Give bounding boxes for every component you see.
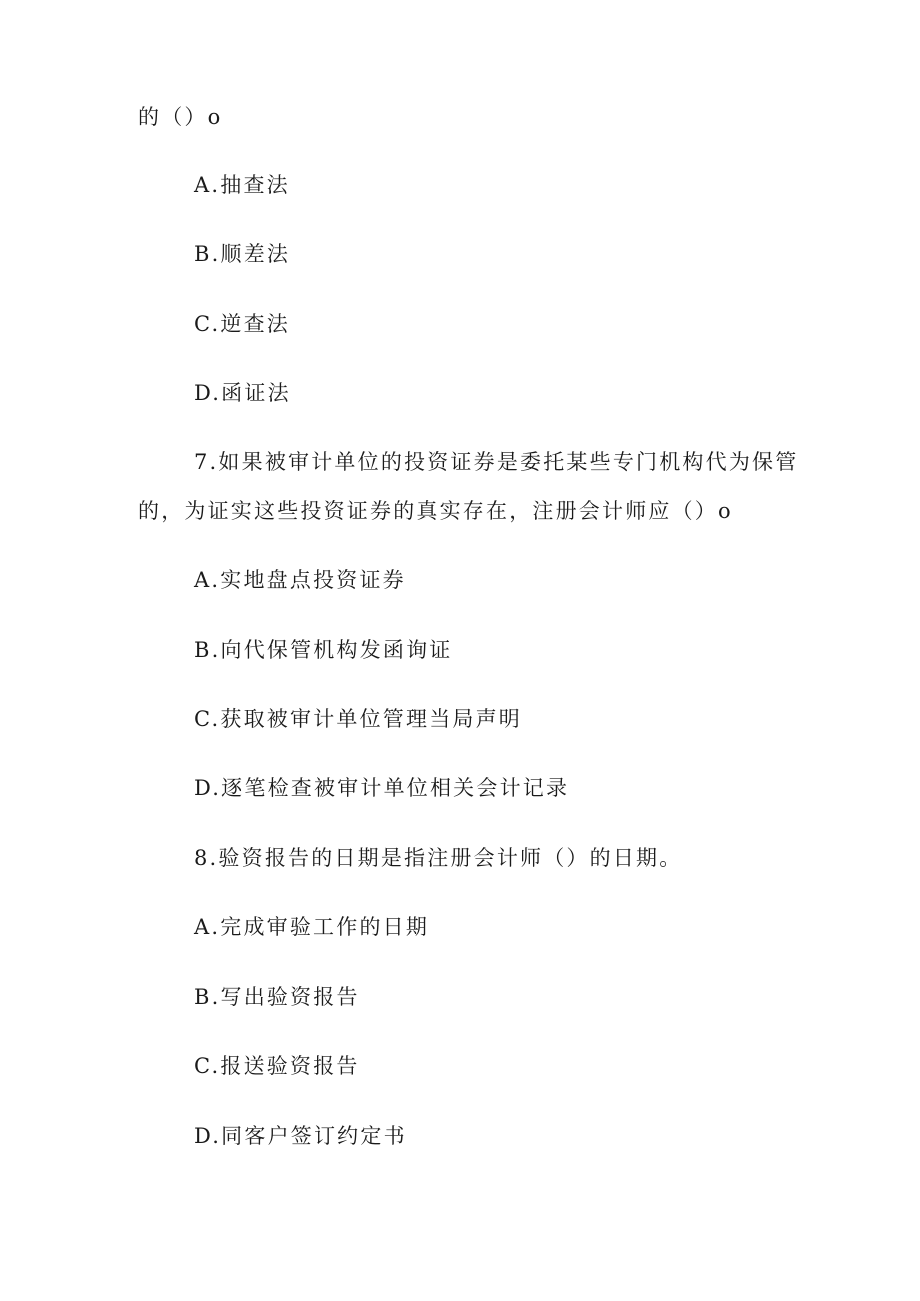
question-7-option-b: B.向代保管机构发函询证 <box>194 638 453 662</box>
question-6-stem-end: 的（）o <box>138 105 223 129</box>
question-8-option-b: B.写出验资报告 <box>194 985 360 1009</box>
question-6-option-a: A.抽查法 <box>194 173 290 197</box>
question-6-option-b: B.顺差法 <box>194 242 291 266</box>
question-7-stem-line-1: 7.如果被审计单位的投资证券是委托某些专门机构代为保管 <box>194 450 799 474</box>
question-7-stem-line-2: 的，为证实这些投资证券的真实存在，注册会计师应（）o <box>138 499 733 523</box>
question-6-option-c: C.逆查法 <box>194 312 290 336</box>
question-7-option-c: C.获取被审计单位管理当局声明 <box>194 707 522 731</box>
question-6-option-d: D.函证法 <box>194 381 291 405</box>
question-8-stem: 8.验资报告的日期是指注册会计师（）的日期。 <box>194 846 683 870</box>
question-8-option-a: A.完成审验工作的日期 <box>194 915 430 939</box>
question-7-option-a: A.实地盘点投资证券 <box>194 568 406 592</box>
question-8-option-d: D.同客户签订约定书 <box>194 1124 407 1148</box>
question-8-option-c: C.报送验资报告 <box>194 1054 360 1078</box>
question-7-option-d: D.逐笔检查被审计单位相关会计记录 <box>194 776 570 800</box>
